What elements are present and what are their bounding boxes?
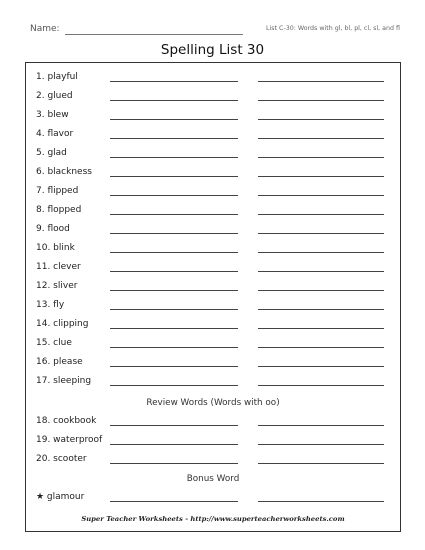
word-label: 16. please xyxy=(36,357,83,367)
word-row xyxy=(26,204,400,222)
word-label: 4. flavor xyxy=(36,129,74,139)
writing-line xyxy=(258,444,384,445)
writing-line xyxy=(258,214,384,215)
word-label: 2. glued xyxy=(36,91,73,101)
worksheet-header xyxy=(30,24,400,38)
writing-line xyxy=(110,138,238,139)
word-row xyxy=(26,90,400,108)
writing-line xyxy=(258,290,384,291)
word-label: 8. flopped xyxy=(36,205,82,215)
word-label: 6. blackness xyxy=(36,167,92,177)
writing-line xyxy=(258,233,384,234)
word-row xyxy=(26,242,400,260)
word-row xyxy=(26,128,400,146)
list-label: List C-30: Words with gl, bl, pl, cl, sl, and fl xyxy=(266,25,400,32)
word-label: 5. glad xyxy=(36,148,67,158)
word-label: 18. cookbook xyxy=(36,416,97,426)
word-row xyxy=(26,318,400,336)
writing-line xyxy=(110,195,238,196)
writing-line xyxy=(110,119,238,120)
footer-credit: Super Teacher Worksheets - http://www.superteacherworksheets.com xyxy=(81,515,345,523)
word-row xyxy=(26,71,400,89)
writing-line xyxy=(110,385,238,386)
word-row xyxy=(26,166,400,184)
word-label: 1. playful xyxy=(36,72,78,82)
writing-line xyxy=(110,252,238,253)
word-row xyxy=(26,185,400,203)
writing-line xyxy=(110,501,238,502)
word-row xyxy=(26,356,400,374)
writing-line xyxy=(110,214,238,215)
review-words-heading: Review Words (Words with oo) xyxy=(146,398,280,408)
word-label: 7. flipped xyxy=(36,186,79,196)
writing-line xyxy=(258,463,384,464)
word-label: 19. waterproof xyxy=(36,435,103,445)
word-label: 11. clever xyxy=(36,262,81,272)
writing-line xyxy=(258,366,384,367)
word-label: 20. scooter xyxy=(36,454,87,464)
writing-line xyxy=(110,309,238,310)
writing-line xyxy=(110,290,238,291)
word-label: 15. clue xyxy=(36,338,72,348)
writing-line xyxy=(258,252,384,253)
writing-line xyxy=(110,463,238,464)
word-row xyxy=(26,434,400,452)
word-row xyxy=(26,453,400,471)
page-title: Spelling List 30 xyxy=(160,42,265,58)
writing-line xyxy=(110,157,238,158)
name-label: Name: xyxy=(30,24,60,34)
word-row xyxy=(26,261,400,279)
writing-line xyxy=(258,347,384,348)
writing-line xyxy=(110,444,238,445)
word-row xyxy=(26,337,400,355)
word-label: 9. flood xyxy=(36,224,70,234)
writing-line xyxy=(258,328,384,329)
writing-line xyxy=(110,100,238,101)
word-label: 10. blink xyxy=(36,243,75,253)
writing-line xyxy=(110,366,238,367)
word-row xyxy=(26,299,400,317)
bonus-word-heading: Bonus Word xyxy=(186,474,240,484)
writing-line xyxy=(258,195,384,196)
writing-line xyxy=(110,328,238,329)
writing-line xyxy=(110,347,238,348)
writing-line xyxy=(258,271,384,272)
word-row xyxy=(26,223,400,241)
writing-line xyxy=(258,309,384,310)
word-row xyxy=(26,375,400,393)
word-label: 12. sliver xyxy=(36,281,78,291)
writing-line xyxy=(258,501,384,502)
writing-line xyxy=(110,233,238,234)
writing-line xyxy=(258,138,384,139)
writing-line xyxy=(110,425,238,426)
writing-line xyxy=(258,385,384,386)
writing-line xyxy=(258,425,384,426)
writing-line xyxy=(258,81,384,82)
word-row xyxy=(26,415,400,433)
word-list-frame xyxy=(25,62,401,532)
writing-line xyxy=(258,176,384,177)
writing-line xyxy=(110,271,238,272)
word-label: 17. sleeping xyxy=(36,376,92,386)
writing-line xyxy=(258,157,384,158)
word-label: 3. blew xyxy=(36,110,69,120)
writing-line xyxy=(110,176,238,177)
word-label: 13. fly xyxy=(36,300,65,310)
name-line xyxy=(65,34,243,35)
writing-line xyxy=(258,119,384,120)
word-row xyxy=(26,280,400,298)
word-row xyxy=(26,147,400,165)
writing-line xyxy=(110,81,238,82)
word-row xyxy=(26,109,400,127)
word-label: 14. clipping xyxy=(36,319,89,329)
word-label: ★ glamour xyxy=(36,492,85,502)
writing-line xyxy=(258,100,384,101)
word-row xyxy=(26,491,400,509)
